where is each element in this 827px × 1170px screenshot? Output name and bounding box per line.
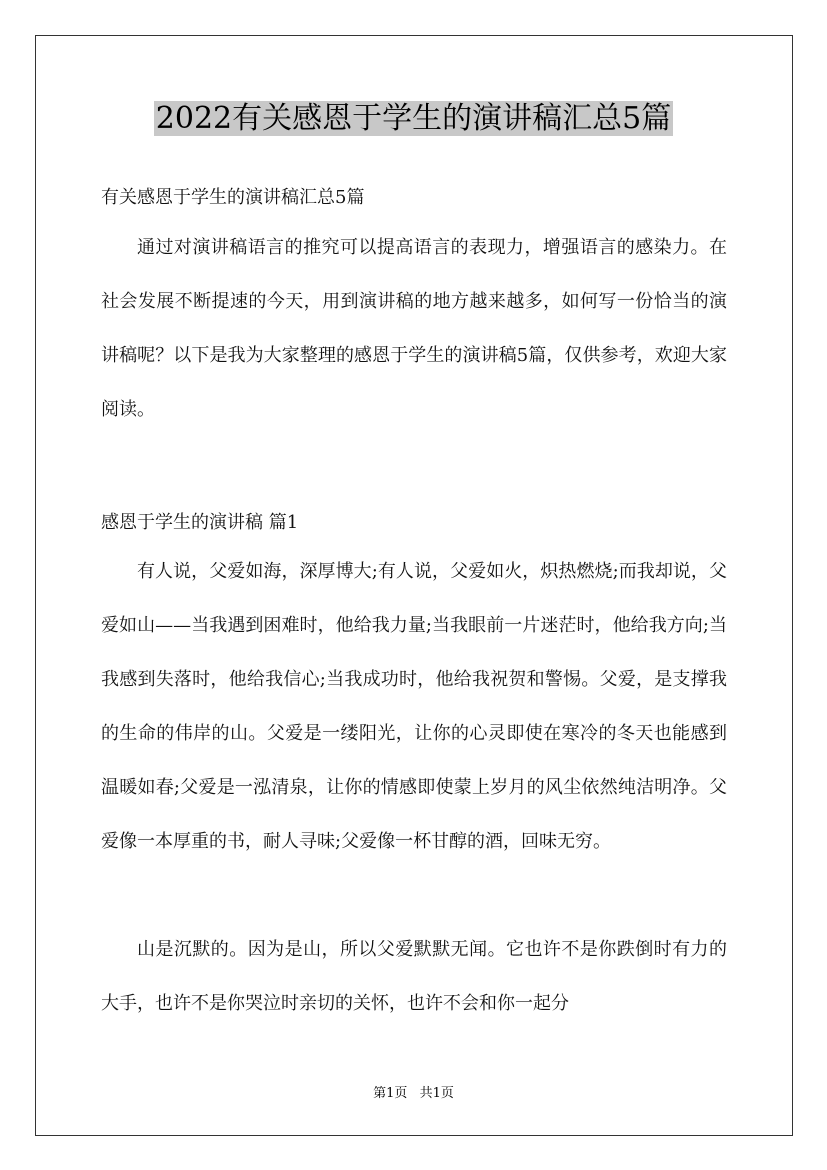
section-heading: 感恩于学生的演讲稿 篇1: [101, 512, 299, 533]
page-number: 第1页: [373, 1086, 408, 1101]
document-title-text: 2022有关感恩于学生的演讲稿汇总5篇: [155, 101, 672, 136]
intro-heading: 有关感恩于学生的演讲稿汇总5篇: [101, 187, 365, 208]
page-footer: [0, 1082, 827, 1101]
section-paragraph: 有人说，父爱如海，深厚博大;有人说，父爱如火，炽热燃烧;而我却说，父爱如山——当我遇到困难时，他给我力量;当我眼前一片迷茫时，他给我方向;当我感到失落时，他给我信心;当我成功时，他给我祝贺和警惕。父爱，是支撑我的生命的伟岸的山。父爱是一缕阳光，让你的心灵即使在寒冷的冬天也能感到温暖如春;父爱是一泓清泉，让你的情感即使蒙上岁月的风尘依然纯洁明净。父爱像一本厚重的书，耐人寻味;父爱像一杯甘醇的酒，回味无穷。: [101, 561, 727, 852]
document-title: [0, 97, 827, 141]
intro-paragraph: 通过对演讲稿语言的推究可以提高语言的表现力，增强语言的感染力。在社会发展不断提速的今天，用到演讲稿的地方越来越多，如何写一份恰当的演讲稿呢？以下是我为大家整理的感恩于学生的演讲稿5篇，仅供参考，欢迎大家阅读。: [101, 237, 727, 420]
section-paragraph: 山是沉默的。因为是山，所以父爱默默无闻。它也许不是你跌倒时有力的大手，也许不是你哭泣时亲切的关怀，也许不会和你一起分: [101, 939, 727, 1014]
page-total: 共1页: [419, 1086, 454, 1101]
